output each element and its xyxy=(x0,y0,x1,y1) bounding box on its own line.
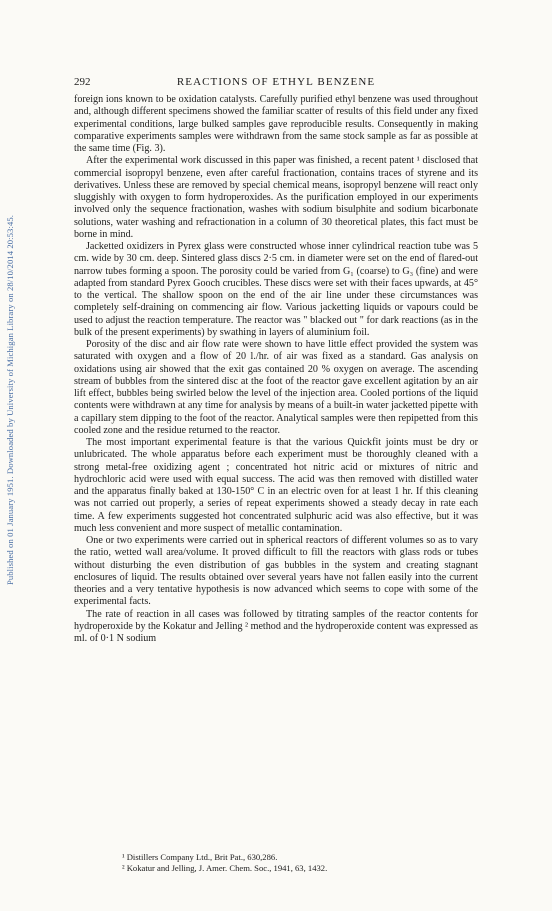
paragraph: One or two experiments were carried out in spherical reactors of different volumes so as to vary the ratio, wetted wall area/volume. It proved difficult to fill the reactors with glass rods or tubes without disturbing the even distribution of gas bubbles in the system and creating stagnant enclosures of liquid. The results obtained over several years have not fallen easily into the current theories and a very tentative hypothesis is now advanced which seems to cope with some of the experimental facts. xyxy=(74,535,478,608)
footnote: ¹ Distillers Company Ltd., Brit Pat., 630,286. xyxy=(122,852,278,862)
running-head: REACTIONS OF ETHYL BENZENE xyxy=(176,76,376,88)
paragraph: Jacketted oxidizers in Pyrex glass were constructed whose inner cylindrical reaction tube was 5 cm. wide by 30 cm. deep. Sintered glass discs 2·5 cm. in diameter were set on the end of flared-out narrow tubes forming a spoon. The porosity could be varied from G₁ (coarse) to G₃ (fine) and were adapted from standard Pyrex Gooch crucibles. These discs were set with their faces upwards, at 45° to the vertical. The shallow spoon on the end of the air line under these circumstances was completely self-draining on commencing air flow. Various jacketting liquids or vapours could be used to adjust the reaction temperature. The reactor was " blacked out " for dark reactions (as in the bulk of the present experiments) by swathing in layers of aluminium foil. xyxy=(74,241,478,338)
paragraph: The most important experimental feature is that the various Quickfit joints must be dry or unlubricated. The whole apparatus before each experiment must be thoroughly cleaned with a strong metal-free oxidizing agent ; concentrated hot nitric acid or mixtures of nitric and hydrochloric acid were used with equal success. The acid was then removed with distilled water and the apparatus finally baked at 130-150° C in an electric oven for at least 1 hr. If this cleaning was not carried out properly, a series of repeat experiments showed a steady decay in rate each time. A few experiments suggested hot concentrated sulphuric acid was also effective, but it was much less convenient and more suspect of metallic contamination. xyxy=(74,437,478,534)
footnotes xyxy=(74,852,478,874)
paragraph: The rate of reaction in all cases was followed by titrating samples of the reactor contents for hydroperoxide by the Kokatur and Jelling ² method and the hydroperoxide content was expressed as ml. of 0·1 N sodium xyxy=(74,608,478,644)
paragraph: After the experimental work discussed in this paper was finished, a recent patent ¹ disclosed that commercial isopropyl benzene, even after careful fractionation, contains traces of styrene and its derivatives. Unless these are removed by special chemical means, isopropyl benzene will react only sluggishly with oxygen to form hydroperoxides. As the purification employed in our experiments involved only the sequence fractionation, washes with sodium bisulphite and sodium bicarbonate solutions, water washing and refractionation in a column of 30 theoretical plates, this fact must be borne in mind. xyxy=(74,155,478,240)
paragraph: Porosity of the disc and air flow rate were shown to have little effect provided the system was saturated with oxygen and a flow of 20 l./hr. of air was fixed as a standard. Gas analysis on oxidations using air showed that the exit gas contained 20 % oxygen on average. The ascending stream of bubbles from the sintered disc at the foot of the reactor gave excellent agitation by an air lift effect, bubbles being swirled below the level of the injection area. Cooled portions of the liquid contents were withdrawn at any time for analysis by means of a built-in water jacketted pipette with a capillary stem dipping to the foot of the reactor. Analytical samples were then repipetted from this cooled zone and the residue returned to the reactor. xyxy=(74,339,478,436)
paragraph: foreign ions known to be oxidation catalysts. Carefully purified ethyl benzene was used throughout and, although different specimens showed the familiar scatter of results of this field under any fixed experimental conditions, large bulked samples gave reproducible results. Consequently in making comparative experiments samples were withdrawn from the same stock sample as far as possible at the same time (Fig. 3). xyxy=(74,94,478,154)
body-text xyxy=(74,94,478,645)
download-notice-text: Published on 01 January 1951. Downloaded by University of Michigan Library on 28/10/2014 20:53:45. xyxy=(5,215,15,585)
footnote: ² Kokatur and Jelling, J. Amer. Chem. Soc., 1941, 63, 1432. xyxy=(122,863,328,873)
download-notice xyxy=(2,90,18,710)
page-header xyxy=(74,76,478,90)
page-number: 292 xyxy=(74,76,91,88)
